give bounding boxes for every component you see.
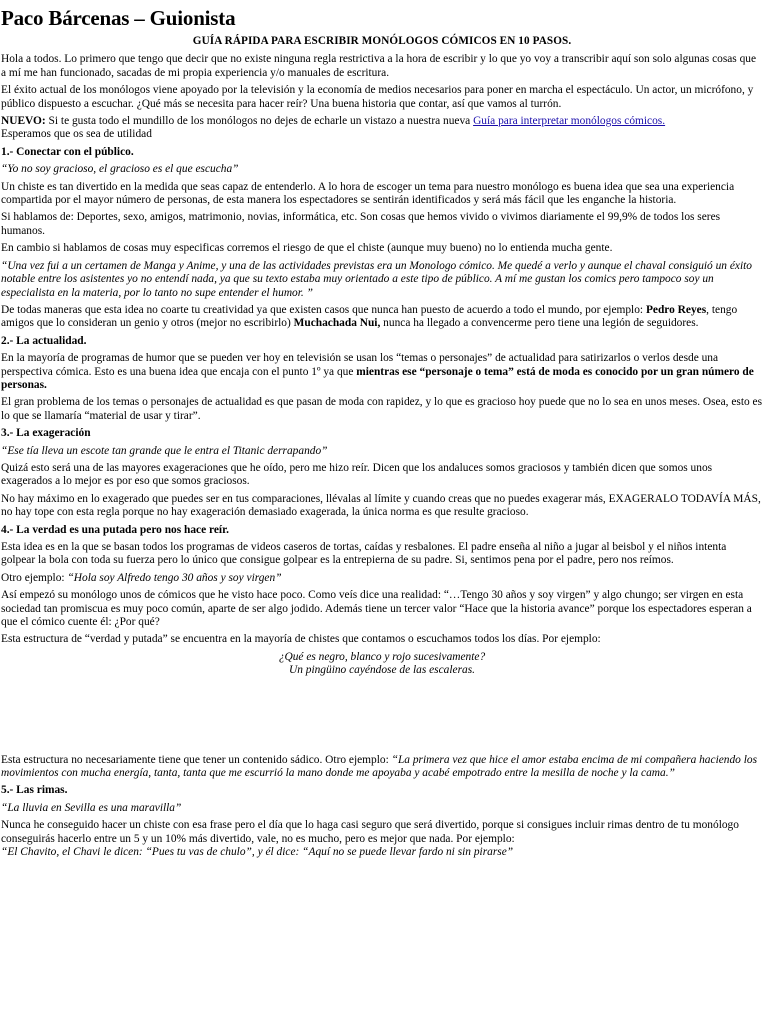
text-run: , tengo amigos que lo consideran un genio y otros (mejor no escribirlo) bbox=[1, 303, 738, 330]
text-run: Esta estructura no necesariamente tiene que tener un contenido sádico. Otro ejemplo: bbox=[1, 753, 392, 766]
section-3-quote: “Ese tía lleva un escote tan grande que le entra el Titanic derrapando” bbox=[1, 444, 328, 457]
nuevo-text: Si te gusta todo el mundillo de los monólogos no dejes de echarle un vistazo a nuestra nueva bbox=[45, 115, 474, 128]
text-run: De todas maneras que esta idea no coarte tu creatividad ya que existen casos que nunca han puesto de acuerdo a todo el mundo, por ejemplo: bbox=[1, 303, 646, 316]
nuevo-label: NUEVO: bbox=[1, 115, 46, 128]
section-3-paragraph-2: No hay máximo en lo exagerado que puedes ser en tus comparaciones, llévalas al límite y cuando creas que no puedes exagerar más, EXAGERALO TODAVÍA MÁS, no hay tope con esta regla porque no hay exageración demasiado exagerada, la única norma es que resulte gracioso. bbox=[1, 492, 761, 519]
nuevo-paragraph bbox=[1, 115, 763, 128]
joke-line-1: ¿Qué es negro, blanco y rojo sucesivamente? bbox=[278, 650, 486, 663]
nuevo-after-text: Esperamos que os sea de utilidad bbox=[1, 128, 152, 141]
page-title: Paco Bárcenas – Guionista bbox=[1, 6, 236, 30]
bold-run: mientras ese “personaje o tema” está de moda es conocido por un gran número de personas. bbox=[1, 365, 754, 391]
section-5-heading: 5.- Las rimas. bbox=[1, 784, 68, 797]
section-4-paragraph-2 bbox=[1, 572, 763, 585]
bold-run: Muchachada Nui, bbox=[293, 317, 381, 330]
blank-space bbox=[1, 678, 763, 754]
section-1-paragraph-3: En cambio si hablamos de cosas muy especificas corremos el riesgo de que el chiste (aunque muy bueno) no lo entienda mucha gente. bbox=[1, 242, 613, 255]
joke-line-2: Un pingüino cayéndose de las escaleras. bbox=[288, 664, 475, 677]
section-1-paragraph-4 bbox=[1, 304, 763, 331]
section-2-paragraph-2: El gran problema de los temas o personajes de actualidad es que pasan de moda con rapidez, y lo que es gracioso hoy puede que no lo sea en unos meses. Osea, esto es lo que se llamaría “material de usar y tirar”. bbox=[1, 396, 763, 422]
text-run: Otro ejemplo: bbox=[1, 571, 68, 584]
section-5-quote: “La lluvia en Sevilla es una maravilla” bbox=[1, 801, 182, 814]
section-1-paragraph-2: Si hablamos de: Deportes, sexo, amigos, matrimonio, novias, informática, etc. Son cosas que hemos vivido o vivimos diariamente el 99,9% de todos los seres humanos. bbox=[1, 211, 721, 237]
text-run: nunca ha llegado a convencerme pero tiene una legión de seguidores. bbox=[380, 317, 699, 330]
italic-run: “La primera vez que hice el amor estaba encima de mi compañera haciendo los movimientos con mucha energía, tanta, tanta que me escurrió la mano donde me apoyaba y acabé empotrado entre la mesilla de noche y la cama.” bbox=[1, 753, 758, 780]
guide-link[interactable]: Guía para interpretar monólogos cómicos. bbox=[473, 115, 666, 128]
section-1-anecdote: “Una vez fui a un certamen de Manga y Anime, y una de las actividades previstas era un Monologo cómico. Me quedé a verlo y aunque el chaval consiguió un éxito notable entre los asistentes yo no entendí nada, ya que su texto estaba muy orientado a este tipo de público. A mí me gustan los comics pero tampoco soy un especialista en la materia, por lo tanto no supe entender el humor. ” bbox=[1, 259, 752, 299]
section-5-paragraph-1: Nunca he conseguido hacer un chiste con esa frase pero el día que lo haga casi seguro que será divertido, porque si consigues incluir rimas dentro de tu monólogo conseguirás hacerlo entre un 5 y un 10% más divertido, vale, no es mucho, pero es mejor que nada. Por ejemplo: bbox=[1, 819, 739, 845]
section-4-paragraph-3: Así empezó su monólogo unos de cómicos que he visto hace poco. Como veís dice una realidad: “…Tengo 30 años y soy virgen” y algo chungo; ser virgen en esta sociedad tan promiscua es muy poco común, aparte de ser algo jodido. Además tiene un tercer valor “Hace que la historia avance” porque los espectadores esperan a que el cómico cuente él: ¿Por qué? bbox=[1, 589, 752, 629]
section-4-paragraph-1: Esta idea es en la que se basan todos los programas de videos caseros de tortas, caídas y resbalones. El padre enseña al niño a jugar al beisbol y el niños intenta golpear la bola con toda su fuerza pero lo único que consigue golpear es la entrepierna de su padre. Si, sentimos pena por el padre, pero nos reímos. bbox=[1, 541, 727, 567]
document-subtitle: GUÍA RÁPIDA PARA ESCRIBIR MONÓLOGOS CÓMICOS EN 10 PASOS. bbox=[192, 35, 572, 47]
italic-run: “Hola soy Alfredo tengo 30 años y soy virgen” bbox=[67, 571, 282, 584]
intro-paragraph-2: El éxito actual de los monólogos viene apoyado por la televisión y la economía de medios necesarios para poner en marcha el espectáculo. Un actor, un micrófono, y público dispuesto a escuchar. ¿Qué más se necesita para hacer reír? Una buena historia que contar, así que vamos al turrón. bbox=[1, 84, 754, 110]
section-1-heading: 1.- Conectar con el público. bbox=[1, 145, 134, 158]
section-3-paragraph-1: Quizá esto será una de las mayores exageraciones que he oído, pero me hizo reír. Dicen que los andaluces somos graciosos y también dicen que somos unos exagerados a lo mejor es por eso que somos graciosos. bbox=[1, 461, 713, 488]
section-5-paragraph-2-cut: “El Chavito, el Chavi le dicen: “Pues tu vas de chulo”, y él dice: “Aquí no se puede llevar fardo ni sin pirarse” bbox=[1, 846, 514, 859]
section-4-heading: 4.- La verdad es una putada pero nos hace reír. bbox=[1, 523, 229, 536]
bold-run: Pedro Reyes bbox=[645, 303, 707, 316]
section-3-heading: 3.- La exageración bbox=[1, 427, 91, 440]
section-1-quote: “Yo no soy gracioso, el gracioso es el que escucha” bbox=[1, 163, 239, 176]
section-2-paragraph-1 bbox=[1, 352, 763, 392]
intro-paragraph-1: Hola a todos. Lo primero que tengo que decir que no existe ninguna regla restrictiva a la hora de escribir y lo que yo voy a transcribir aquí son solo algunas cosas que a mí me han funcionado, sacadas de mi propia experiencia y/o manuales de escritura. bbox=[1, 53, 757, 79]
section-4-paragraph-4: Esta estructura de “verdad y putada” se encuentra en la mayoría de chistes que contamos o escuchamos todos los días. Por ejemplo: bbox=[1, 633, 601, 646]
section-4-paragraph-5 bbox=[1, 754, 763, 781]
document bbox=[0, 3, 763, 858]
section-1-paragraph-1: Un chiste es tan divertido en la medida que seas capaz de entenderlo. A lo hora de escoger un tema para nuestro monólogo es buena idea que sea una experiencia compartida por el mayor número de personas, de esta manera los espectadores se sentirán identificados y será más fácil que les enganche la historia. bbox=[1, 180, 735, 207]
text-run: En la mayoría de programas de humor que se pueden ver hoy en televisión se usan los “temas o personajes” de actualidad para satirizarlos o verlos desde una perspectiva cómica. Esto es una buena idea que encaja con el punto 1º ya que bbox=[1, 352, 719, 378]
section-2-heading: 2.- La actualidad. bbox=[1, 334, 87, 347]
